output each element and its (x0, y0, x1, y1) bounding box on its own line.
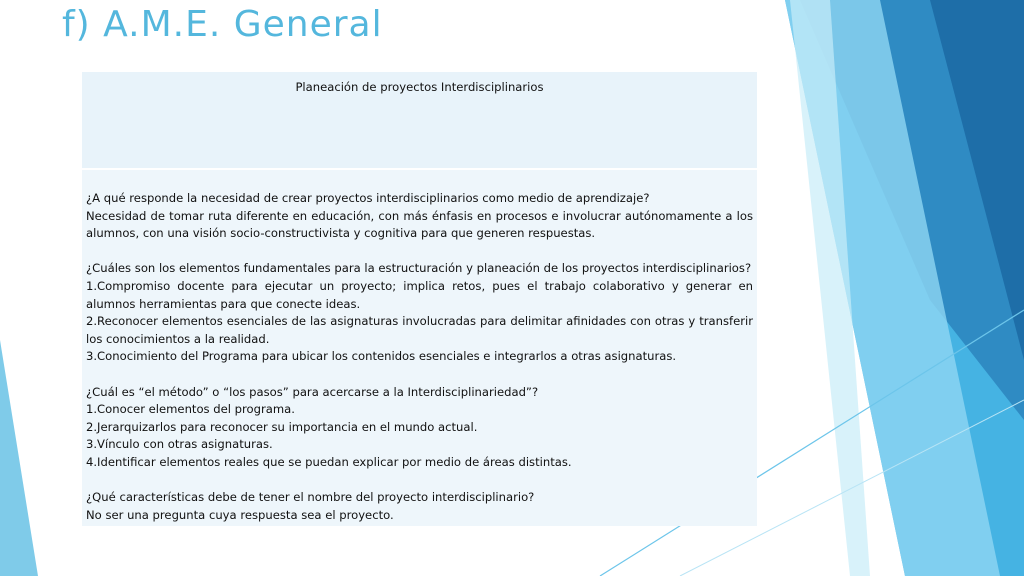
table-header-cell: Planeación de proyectos Interdisciplinarios (82, 72, 757, 169)
content-table (82, 72, 757, 526)
table-body-cell (82, 169, 757, 526)
answer-text: 3.Conocimiento del Programa para ubicar los contenidos esenciales e integrarlos a otras asignaturas. (86, 349, 677, 364)
answer-text: 3.Vínculo con otras asignaturas. (86, 437, 273, 452)
answer-text: Necesidad de tomar ruta diferente en educación, con más énfasis en procesos e involucrar autónomamente a los alumnos, con una visión socio-constructivista y cognitiva para que generen respuestas. (86, 208, 753, 241)
answer-text: 2.Reconocer elementos esenciales de las asignaturas involucradas para delimitar afinidades con otras y transferir los conocimientos a la realidad. (86, 314, 753, 346)
left-accent-triangle (0, 340, 38, 576)
question-text: ¿A qué responde la necesidad de crear proyectos interdisciplinarios como medio de aprendizaje? (86, 191, 650, 205)
answer-text: 2.Jerarquizarlos para reconocer su importancia en el mundo actual. (86, 419, 478, 434)
answer-text: 4.Identificar elementos reales que se puedan explicar por medio de áreas distintas. (86, 454, 572, 469)
qa-block (86, 260, 753, 366)
answer-text: 1.Conocer elementos del programa. (86, 402, 295, 417)
question-text: ¿Qué características debe de tener el nombre del proyecto interdisciplinario? (86, 490, 535, 505)
qa-block (86, 489, 753, 524)
question-text: ¿Cuáles son los elementos fundamentales para la estructuración y planeación de los proyectos interdisciplinarios? (86, 261, 752, 276)
slide-title: f) A.M.E. General (62, 4, 383, 45)
answer-text: No ser una pregunta cuya respuesta sea el proyecto. (86, 507, 394, 522)
qa-block (86, 384, 753, 472)
qa-block (86, 190, 753, 243)
question-text: ¿Cuál es “el método” o “los pasos” para acercarse a la Interdisciplinariedad”? (86, 384, 539, 399)
table-header-row (82, 72, 757, 169)
answer-text: 1.Compromiso docente para ejecutar un proyecto; implica retos, pues el trabajo colaborativo y generar en alumnos herramientas para que conecte ideas. (86, 278, 753, 311)
table-body-row (82, 169, 757, 526)
